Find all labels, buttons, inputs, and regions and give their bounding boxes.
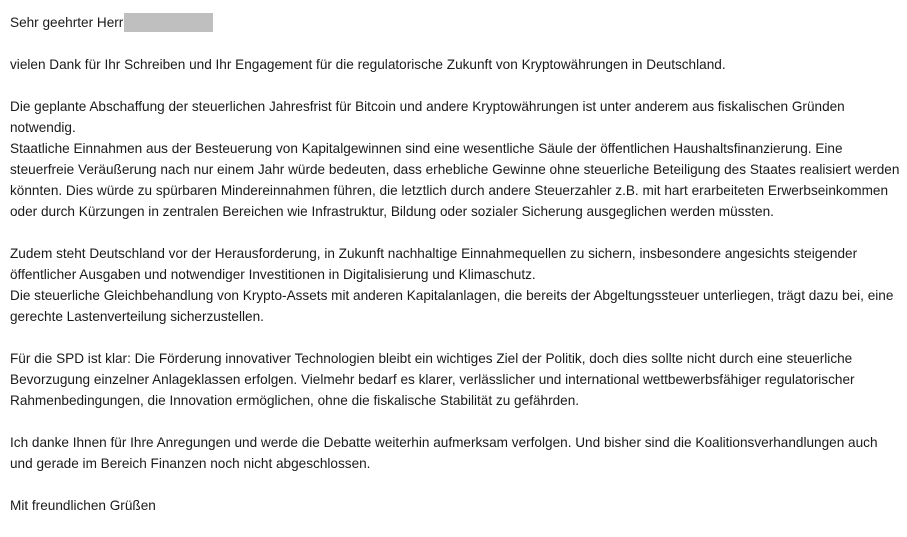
salutation-text: Sehr geehrter Herr xyxy=(10,15,124,30)
paragraph-future-revenue-intro: Zudem steht Deutschland vor der Herausforderung, in Zukunft nachhaltige Einnahmequellen zu sichern, insbesondere angesichts steigender öffentlicher Ausgaben und notwendiger Investitionen in Digitalisierung und Klimaschutz. xyxy=(10,246,858,282)
paragraph-fiscal-reasons-detail: Staatliche Einnahmen aus der Besteuerung von Kapitalgewinnen sind eine wesentliche Säule der öffentlichen Haushaltsfinanzierung. Eine steuerfreie Veräußerung nach nur einem Jahr würde bedeuten, dass erhebliche Gewinne ohne steuerliche Beteiligung des Staates realisiert werden könnten. Dies würde zu spürbaren Mindereinnahmen führen, die letztlich durch andere Steuerzahler z.B. mit hart erarbeiteten Erwerbseinkommen oder durch Kürzungen in zentralen Bereichen wie Infrastruktur, Bildung oder sozialer Sicherung ausgeglichen werden müssten. xyxy=(10,141,900,219)
paragraph-thanks: vielen Dank für Ihr Schreiben und Ihr Engagement für die regulatorische Zukunft von Kryptowährungen in Deutschland. xyxy=(10,57,726,72)
redacted-name-block xyxy=(124,13,213,32)
salutation xyxy=(10,12,902,33)
paragraph-future-revenue xyxy=(10,243,902,327)
paragraph-future-revenue-detail: Die steuerliche Gleichbehandlung von Krypto-Assets mit anderen Kapitalanlagen, die bereits der Abgeltungssteuer unterliegen, trägt dazu bei, eine gerechte Lastenverteilung sicherzustellen. xyxy=(10,288,894,324)
paragraph-spd-position: Für die SPD ist klar: Die Förderung innovativer Technologien bleibt ein wichtiges Ziel der Politik, doch dies sollte nicht durch eine steuerliche Bevorzugung einzelner Anlageklassen erfolgen. Vielmehr bedarf es klarer, verlässlicher und international wettbewerbsfähiger regulatorischer Rahmenbedingungen, die Innovation ermöglichen, ohne die fiskalische Stabilität zu gefährden. xyxy=(10,351,855,408)
closing-greeting: Mit freundlichen Grüßen xyxy=(10,498,156,513)
paragraph-closing-thanks: Ich danke Ihnen für Ihre Anregungen und werde die Debatte weiterhin aufmerksam verfolgen. Und bisher sind die Koalitionsverhandlungen auch und gerade im Bereich Finanzen noch nicht abgeschlossen. xyxy=(10,435,878,471)
letter-body xyxy=(10,12,902,537)
paragraph-fiscal-reasons xyxy=(10,96,902,222)
paragraph-fiscal-reasons-intro: Die geplante Abschaffung der steuerlichen Jahresfrist für Bitcoin und andere Kryptowährungen ist unter anderem aus fiskalischen Gründen notwendig. xyxy=(10,99,845,135)
